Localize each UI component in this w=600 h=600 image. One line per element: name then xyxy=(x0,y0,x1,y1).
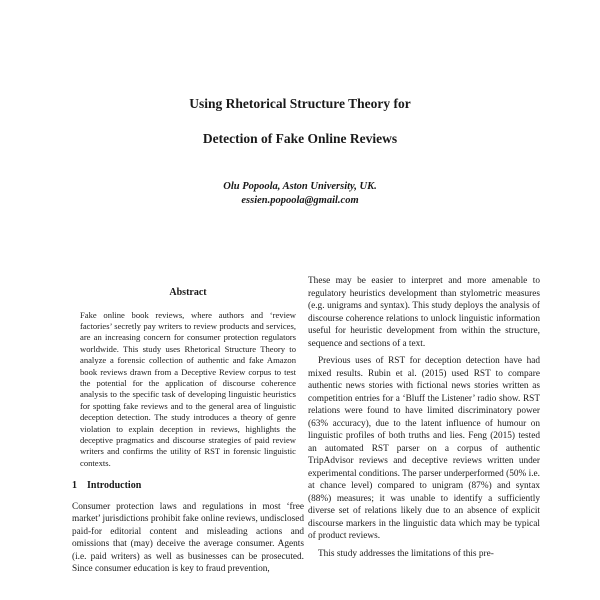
body-paragraph-3: This study addresses the limitations of this pre- xyxy=(318,548,494,559)
author-affiliation: Olu Popoola, Aston University, UK. xyxy=(223,181,377,192)
left-column xyxy=(72,287,304,576)
section-number: 1 xyxy=(72,480,77,492)
abstract-text: Fake online book reviews, where authors and ‘review factories’ secretly pay writers to review products and services, are an increasing concern for consumer protection regulators worldwide. This study uses Rhetorical Structure Theory to analyze a forensic collection of authentic and fake Amazon book reviews drawn from a Deceptive Review corpus to test the potential for the application of discourse coherence analysis to the specific task of developing linguistic heuristics for spotting fake reviews and to the general area of linguistic deception detection. The study introduces a theory of genre violation to explain deception in reviews, highlights the deceptive pragmatics and discourse strategies of paid review writers and confirms the utility of RST in forensic linguistic contexts. xyxy=(80,309,296,468)
abstract-heading: Abstract xyxy=(169,287,207,298)
section-heading-introduction xyxy=(72,480,304,493)
body-paragraph-2: Previous uses of RST for deception detection have had mixed results. Rubin et al. (2015) used RST to compare authentic news stories with fictional news stories written as competition entries for a ‘Bluff the Listener’ radio show. RST relations were found to have limited discriminatory power (63% accuracy), due to the latent influence of humour on linguistic profiles of both truths and lies. Feng (2015) tested an automated RST parser on a corpus of authentic TripAdvisor reviews and deceptive reviews written under experimental conditions. The parser underperformed (50% i.e. at chance level) compared to unigram (87%) and syntax (88%) measures; it was unable to identify a sufficiently diverse set of relations likely due to an absence of explicit discourse markers in the linguistic data which may be typical of product reviews. xyxy=(308,356,540,541)
paper-title-line-2: Detection of Fake Online Reviews xyxy=(202,131,398,146)
body-paragraph-1: These may be easier to interpret and more amenable to regulatory heuristics development than stylometric measures (e.g. unigrams and syntax). This study deploys the analysis of discourse coherence relations to unlock linguistic information useful for heuristic development from within the structure, sequence and sections of a text. xyxy=(308,276,540,349)
right-column xyxy=(308,275,540,560)
introduction-paragraph: Consumer protection laws and regulations in most ‘free market’ jurisdictions prohibit fake online reviews, undisclosed paid-for editorial content and misleading actions and omissions that (may) deceive the average consumer. Agents (i.e. paid writers) as well as businesses can be prosecuted. Since consumer education is key to fraud prevention, xyxy=(72,501,304,575)
paper-title-line-1: Using Rhetorical Structure Theory for xyxy=(189,96,411,111)
section-title: Introduction xyxy=(87,480,142,492)
author-email: essien.popoola@gmail.com xyxy=(241,195,359,206)
